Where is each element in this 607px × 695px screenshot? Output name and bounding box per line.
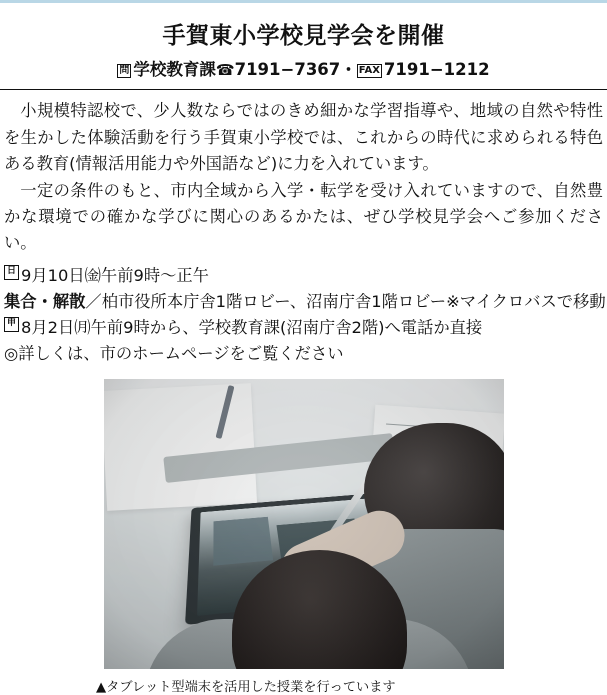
contact-phone: 7191−7367 <box>234 60 341 79</box>
contact-separator: ・ <box>340 60 357 79</box>
detail-row-note <box>4 341 603 367</box>
telephone-icon: ☎ <box>215 61 235 79</box>
detail-note-text: ◎詳しくは、市のホームページをご覧ください <box>4 343 344 363</box>
detail-row-date <box>4 263 603 289</box>
contact-department: 学校教育課 <box>133 60 216 79</box>
contact-fax: 7191−1212 <box>383 60 490 79</box>
article-body <box>4 98 603 256</box>
photo-caption: ▲タブレット型端末を活用した授業を行っています <box>96 679 396 695</box>
detail-row-application <box>4 315 603 341</box>
tablet-lesson-photo <box>104 379 504 669</box>
application-icon: 申 <box>4 317 19 332</box>
fax-icon: FAX <box>358 65 380 76</box>
detail-row-meeting <box>4 289 606 315</box>
body-paragraph-2: 一定の条件のもと、市内全域から入学・転学を受け入れていますので、自然豊かな環境での確かな学びに関心のあるかたは、ぜひ学校見学会へご参加ください。 <box>4 180 603 253</box>
detail-meeting-label: 集合・解散 <box>4 291 86 311</box>
body-paragraph-1: 小規模特認校で、少人数ならではのきめ細かな学習指導や、地域の自然や特性を生かした体験活動を行う手賀東小学校では、これからの時代に求められる特色ある教育(情報活用能力や外国語など)に力を入れています。 <box>4 101 603 174</box>
top-rule-divider <box>0 0 607 3</box>
detail-date-text: 9月10日㈮午前9時〜正午 <box>21 265 209 285</box>
page-title: 手賀東小学校見学会を開催 <box>162 23 445 49</box>
photo-vignette <box>104 379 504 669</box>
photo-section <box>0 379 607 695</box>
detail-application-text: 8月2日㈪午前9時から、学校教育課(沼南庁舎2階)へ電話か直接 <box>21 317 483 337</box>
calendar-icon: 日 <box>4 265 19 280</box>
detail-meeting-text: ／柏市役所本庁舎1階ロビー、沼南庁舎1階ロビー※マイクロバスで移動 <box>85 291 606 311</box>
event-details <box>4 263 606 367</box>
book-icon: 問 <box>119 65 130 76</box>
contact-line <box>0 56 607 80</box>
header-divider <box>0 89 607 90</box>
